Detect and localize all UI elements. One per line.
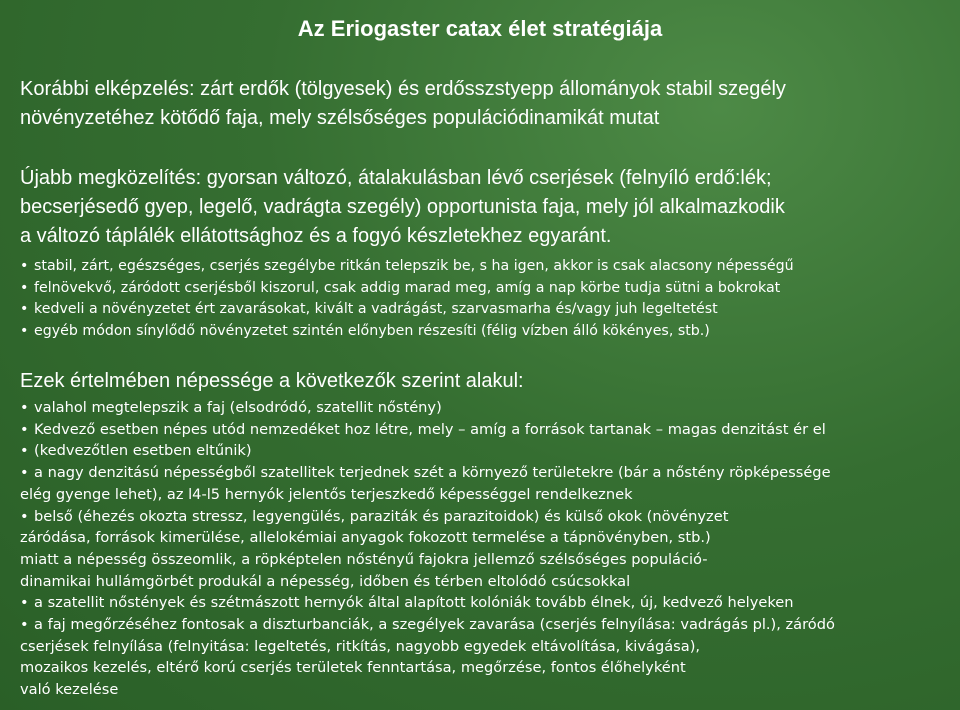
list-item: • kedveli a növényzetet ért zavarásokat, kivált a vadrágást, szarvasmarha és/vagy juh legeltetést	[20, 299, 955, 321]
population-bullet-list	[20, 397, 955, 701]
list-item-continuation: miatt a népesség összeomlik, a röpképtelen nőstényű fajokra jellemző szélsőséges populáció-	[20, 550, 708, 568]
list-item: • Kedvező esetben népes utód nemzedéket hoz létre, mely – amíg a források tartanak – magas denzitást ér el	[20, 419, 955, 441]
text-line: Korábbi elképzelés: zárt erdők (tölgyesek) és erdősszstyepp állományok stabil szegély	[20, 78, 786, 100]
list-item: • stabil, zárt, egészséges, cserjés szegélybe ritkán telepszik be, s ha igen, akkor is csak alacsony népességű	[20, 256, 955, 278]
list-item-continuation: záródása, források kimerülése, allelokémiai anyagok fokozott termelése a tápnövényben, stb.)	[20, 529, 711, 547]
earlier-view-paragraph	[20, 75, 950, 133]
list-item-continuation: való kezelése	[20, 681, 119, 699]
list-item-continuation: cserjések felnyílása (felnyitása: legeltetés, ritkítás, nagyobb egyedek eltávolítása, kivágása),	[20, 637, 701, 655]
slide-title: Az Eriogaster catax élet stratégiája	[297, 16, 663, 41]
text-line: becserjésedő gyep, legelő, vadrágta szegély) opportunista faja, mely jól alkalmazkodik	[20, 196, 785, 218]
habitat-bullet-list	[20, 256, 955, 342]
list-item: • a nagy denzitású népességből szatellitek terjednek szét a környező területekre (bár a nőstény röpképessége	[20, 462, 955, 484]
list-item: • (kedvezőtlen esetben eltűnik)	[20, 440, 955, 462]
list-item-continuation: elég gyenge lehet), az l4-l5 hernyók jelentős terjeszkedő képességgel rendelkeznek	[20, 485, 633, 503]
list-item: • a faj megőrzéséhez fontosak a diszturbanciák, a szegélyek zavarása (cserjés felnyílása: vadrágás pl.), záródó	[20, 614, 955, 636]
newer-view-paragraph	[20, 164, 950, 251]
list-item: • belső (éhezés okozta stressz, legyengülés, paraziták és parazitoidok) és külső okok (növényzet	[20, 506, 955, 528]
list-item: • a szatellit nőstények és szétmászott hernyók által alapított kolóniák tovább élnek, új, kedvező helyeken	[20, 592, 955, 614]
list-item: • valahol megtelepszik a faj (elsodródó, szatellit nőstény)	[20, 397, 955, 419]
section-heading: Ezek értelmében népessége a következők szerint alakul:	[20, 370, 524, 392]
list-item: • felnövekvő, záródott cserjésből kiszorul, csak addig marad meg, amíg a nap körbe tudja sütni a bokrokat	[20, 278, 955, 300]
list-item-continuation: dinamikai hullámgörbét produkál a népesség, időben és térben eltolódó csúcsokkal	[20, 572, 631, 590]
text-line: növényzetéhez kötődő faja, mely szélsőséges populációdinamikát mutat	[20, 107, 660, 129]
text-line: a változó táplálék ellátottsághoz és a fogyó készletekhez egyaránt.	[20, 225, 612, 247]
text-line: Újabb megközelítés: gyorsan változó, átalakulásban lévő cserjések (felnyíló erdő:lék;	[20, 167, 772, 189]
list-item-continuation: mozaikos kezelés, eltérő korú cserjés területek fenntartása, megőrzése, fontos élőhelyként	[20, 659, 686, 677]
list-item: • egyéb módon sínylődő növényzetet szintén előnyben részesíti (félig vízben álló kökényes, stb.)	[20, 321, 955, 343]
